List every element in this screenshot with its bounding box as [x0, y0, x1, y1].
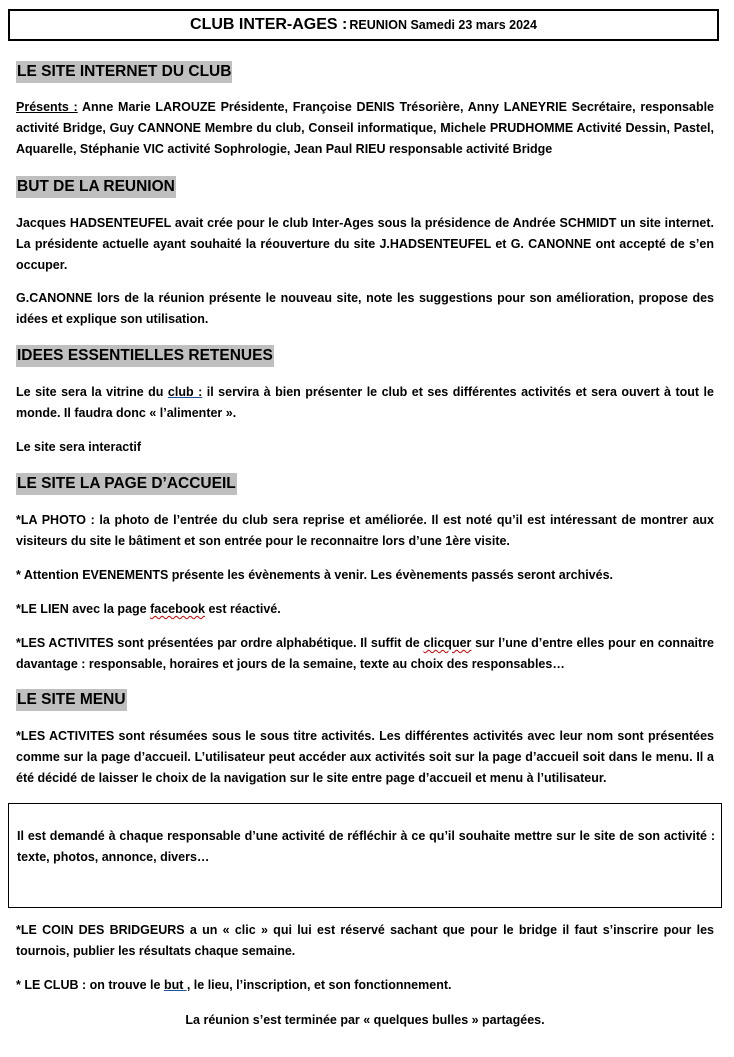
heading-idees-essentielles: IDEES ESSENTIELLES RETENUES: [16, 345, 274, 367]
accueil-evenements-paragraph: * Attention EVENEMENTS présente les évènements à venir. Les évènements passés seront archivés.: [16, 568, 614, 582]
club-link-text: club :: [167, 385, 203, 399]
activites-text-end: sur l’une d’entre elles pour en connaitre davantage : responsable, horaires et jours de la semaine, texte au choix des responsables…: [16, 636, 715, 671]
but-link-text: but ,: [163, 978, 191, 992]
attendees-list: Anne Marie LAROUZE Présidente, Françoise DENIS Trésorière, Anny LANEYRIE Secrétaire, responsable activité Bridge, Guy CANNONE Membre du club, Conseil informatique, Michele PRUDHOMME Activité Dessin, Pastel, Aquarelle, Stéphanie VIC activité Sophrologie, Jean Paul RIEU responsable activité Bridge: [16, 100, 715, 156]
activites-text-start: *LES ACTIVITES sont présentées par ordre alphabétique. Il suffit de: [16, 636, 424, 650]
heading-but-reunion: BUT DE LA REUNION: [16, 176, 176, 198]
but-paragraph-1: Jacques HADSENTEUFEL avait crée pour le club Inter-Ages sous la présidence de Andrée SCHMIDT un site internet. La présidente actuelle ayant souhaité la réouverture du site J.HADSENTEUFEL et G. CANONNE ont accepté de s’en occuper.: [16, 216, 714, 272]
accueil-photo-paragraph: *LA PHOTO : la photo de l’entrée du club sera reprise et améliorée. Il est noté qu’il est intéressant de montrer aux visiteurs du site le bâtiment et son entrée pour le reconnaitre lors d’une 1ère visite.: [16, 513, 714, 548]
club-text-start: * LE CLUB : on trouve le: [16, 978, 164, 992]
idees-paragraph-1: [16, 382, 714, 424]
clicquer-word: clicquer: [423, 636, 472, 650]
accueil-activites-paragraph: [16, 633, 714, 675]
idees-paragraph-2: Le site sera interactif: [16, 440, 142, 454]
request-note-text: Il est demandé à chaque responsable d’une activité de réfléchir à ce qu’il souhaite mettre sur le site de son activité : texte, photos, annonce, divers…: [17, 829, 715, 864]
document-title: CLUB INTER-AGES :: [190, 16, 348, 33]
idees-text-end: il servira à bien présenter le club et ses différentes activités et sera ouvert à tout le monde. Il faudra donc « l’alimenter ».: [16, 385, 714, 420]
heading-page-accueil: LE SITE LA PAGE D’ACCUEIL: [16, 473, 237, 495]
document-title-box: [8, 9, 719, 41]
but-paragraph-2: G.CANONNE lors de la réunion présente le nouveau site, note les suggestions pour son amélioration, propose des idées et explique son utilisation.: [16, 291, 714, 326]
club-text-end: le lieu, l’inscription, et son fonctionnement.: [190, 978, 452, 992]
menu-paragraph: *LES ACTIVITES sont résumées sous le sous titre activités. Les différentes activités avec leur nom sont présentées comme sur la page d’accueil. L’utilisateur peut accéder aux activités soit sur la page d’accueil soit dans le menu. Il a été décidé de laisser le choix de la navigation sur le site entre page d’accueil et menu à l’utilisateur.: [16, 729, 714, 785]
lien-text-end: est réactivé.: [204, 602, 281, 616]
club-paragraph: [16, 975, 714, 996]
heading-site-internet: LE SITE INTERNET DU CLUB: [16, 61, 232, 83]
bridgeurs-paragraph: *LE COIN DES BRIDGEURS a un « clic » qui lui est réservé sachant que pour le bridge il faut s’inscrire pour les tournois, publier les résultats chaque semaine.: [16, 923, 714, 958]
heading-site-menu: LE SITE MENU: [16, 689, 127, 711]
attendees-label: Présents :: [16, 100, 78, 114]
request-note-box: [8, 803, 722, 908]
lien-text-start: *LE LIEN avec la page: [16, 602, 151, 616]
attendees-paragraph: [16, 97, 714, 160]
idees-text-start: Le site sera la vitrine du: [16, 385, 168, 399]
closing-line: La réunion s’est terminée par « quelques bulles » partagées.: [185, 1013, 545, 1027]
facebook-word: facebook: [150, 602, 205, 616]
meeting-date: REUNION Samedi 23 mars 2024: [349, 18, 537, 32]
accueil-lien-paragraph: [16, 599, 714, 620]
